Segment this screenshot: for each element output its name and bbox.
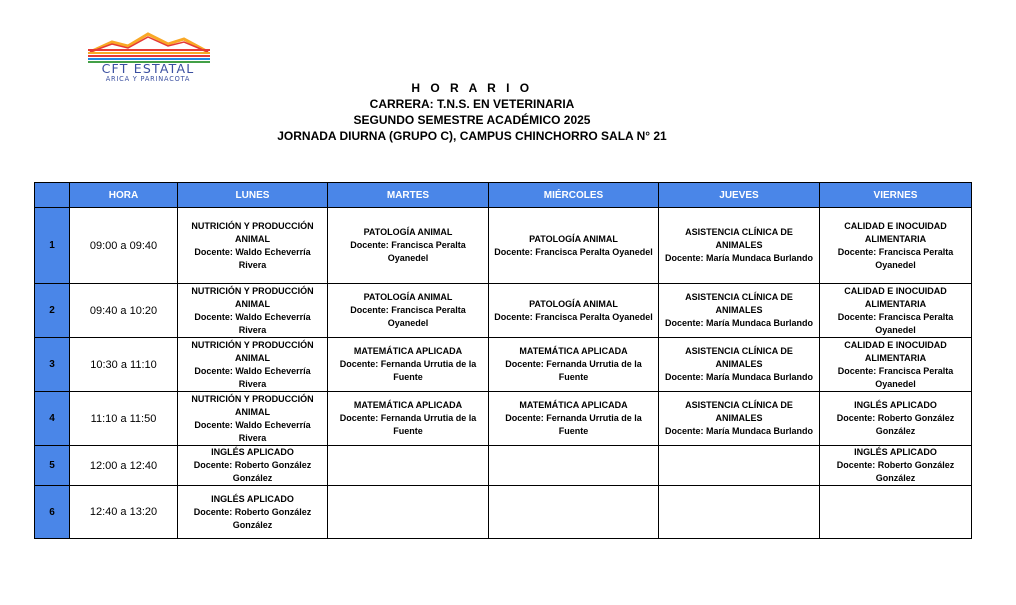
- subject-name: CALIDAD E INOCUIDAD ALIMENTARIA: [844, 339, 947, 363]
- period-number: 4: [35, 392, 70, 446]
- column-header-viernes: VIERNES: [820, 183, 972, 208]
- teacher-name: Docente: Fernanda Urrutia de la Fuente: [339, 413, 477, 436]
- teacher-name: Docente: Waldo Echeverría Rivera: [194, 419, 311, 443]
- semester-line: SEGUNDO SEMESTRE ACADÉMICO 2025: [353, 113, 591, 127]
- subject-name: PATOLOGÍA ANIMAL: [529, 233, 618, 244]
- teacher-name: Docente: Francisca Peralta Oyanedel: [837, 365, 954, 389]
- subject-name: INGLÉS APLICADO: [854, 400, 937, 410]
- schedule-cell-martes: [328, 446, 489, 486]
- teacher-name: Docente: Waldo Echeverría Rivera: [194, 246, 311, 270]
- table-row: [35, 338, 972, 392]
- subject-name: PATOLOGÍA ANIMAL: [529, 298, 618, 309]
- schedule-cell-martes: [328, 392, 489, 446]
- period-number: 6: [35, 486, 70, 539]
- schedule-cell-viernes: [820, 284, 972, 338]
- schedule-cell-lunes: [178, 338, 328, 392]
- schedule-cell-jueves: [659, 392, 820, 446]
- table-row: [35, 446, 972, 486]
- schedule-cell-miercoles: [489, 284, 659, 338]
- subject-name: MATEMÁTICA APLICADA: [353, 346, 463, 356]
- subject-name: INGLÉS APLICADO: [211, 493, 294, 504]
- table-header-row: [35, 183, 972, 208]
- schedule-cell-martes: [328, 338, 489, 392]
- schedule-cell-viernes: [820, 208, 972, 284]
- teacher-name: Docente: Waldo Echeverría Rivera: [194, 311, 311, 335]
- schedule-cell-jueves: [659, 446, 820, 486]
- schedule-cell-martes: [328, 486, 489, 539]
- teacher-name: Docente: María Mundaca Burlando: [664, 318, 814, 328]
- period-time: 10:30 a 11:10: [70, 338, 178, 392]
- teacher-name: Docente: Francisca Peralta Oyanedel: [494, 246, 653, 257]
- subject-name: INGLÉS APLICADO: [211, 447, 294, 457]
- schedule-cell-lunes: [178, 284, 328, 338]
- subject-name: ASISTENCIA CLÍNICA DE ANIMALES: [685, 292, 793, 315]
- column-header-martes: MARTES: [328, 183, 489, 208]
- subject-name: MATEMÁTICA APLICADA: [519, 346, 628, 356]
- schedule-cell-miercoles: [489, 338, 659, 392]
- teacher-name: Docente: Francisca Peralta Oyanedel: [350, 240, 466, 263]
- teacher-name: Docente: Fernanda Urrutia de la Fuente: [339, 359, 477, 382]
- teacher-name: Docente: Fernanda Urrutia de la Fuente: [505, 359, 642, 382]
- schedule-cell-jueves: [659, 486, 820, 539]
- subject-name: NUTRICIÓN Y PRODUCCIÓN ANIMAL: [191, 285, 314, 309]
- schedule-cell-viernes: [820, 338, 972, 392]
- period-number: 3: [35, 338, 70, 392]
- schedule-cell-lunes: [178, 486, 328, 539]
- period-number: 2: [35, 284, 70, 338]
- mountain-logo-icon: [84, 30, 216, 64]
- schedule-cell-miercoles: [489, 446, 659, 486]
- period-number: 1: [35, 208, 70, 284]
- schedule-cell-viernes: [820, 446, 972, 486]
- schedule-cell-miercoles: [489, 392, 659, 446]
- period-time: 09:00 a 09:40: [70, 208, 178, 284]
- subject-name: MATEMÁTICA APLICADA: [519, 400, 628, 410]
- teacher-name: Docente: Francisca Peralta Oyanedel: [837, 311, 954, 335]
- column-header-number: [35, 183, 70, 208]
- schedule-cell-jueves: [659, 208, 820, 284]
- column-header-miercoles: MIÉRCOLES: [489, 183, 659, 208]
- subject-name: PATOLOGÍA ANIMAL: [363, 292, 453, 302]
- schedule-cell-jueves: [659, 284, 820, 338]
- schedule-cell-miercoles: [489, 208, 659, 284]
- subject-name: INGLÉS APLICADO: [854, 447, 937, 457]
- period-time: 12:00 a 12:40: [70, 446, 178, 486]
- period-time: 09:40 a 10:20: [70, 284, 178, 338]
- subject-name: PATOLOGÍA ANIMAL: [363, 227, 453, 237]
- schedule-cell-martes: [328, 208, 489, 284]
- schedule-cell-martes: [328, 284, 489, 338]
- teacher-name: Docente: María Mundaca Burlando: [664, 253, 814, 263]
- schedule-cell-viernes: [820, 392, 972, 446]
- teacher-name: Docente: Roberto González González: [193, 506, 312, 530]
- teacher-name: Docente: María Mundaca Burlando: [664, 372, 814, 382]
- subject-name: MATEMÁTICA APLICADA: [353, 400, 463, 410]
- teacher-name: Docente: Francisca Peralta Oyanedel: [494, 311, 653, 322]
- schedule-cell-viernes: [820, 486, 972, 539]
- table-row: [35, 486, 972, 539]
- schedule-cell-miercoles: [489, 486, 659, 539]
- teacher-name: Docente: Waldo Echeverría Rivera: [194, 365, 311, 389]
- document-title: H O R A R I O: [411, 81, 533, 95]
- table-row: [35, 208, 972, 284]
- table-row: [35, 284, 972, 338]
- subject-name: CALIDAD E INOCUIDAD ALIMENTARIA: [844, 285, 947, 309]
- career-line: CARRERA: T.N.S. EN VETERINARIA: [369, 97, 575, 111]
- teacher-name: Docente: Francisca Peralta Oyanedel: [837, 246, 954, 270]
- subject-name: ASISTENCIA CLÍNICA DE ANIMALES: [685, 400, 793, 423]
- column-header-jueves: JUEVES: [659, 183, 820, 208]
- period-number: 5: [35, 446, 70, 486]
- document-header: [272, 80, 672, 144]
- schedule-cell-lunes: [178, 208, 328, 284]
- teacher-name: Docente: Roberto González González: [836, 413, 955, 436]
- column-header-lunes: LUNES: [178, 183, 328, 208]
- table-row: [35, 392, 972, 446]
- schedule-cell-lunes: [178, 392, 328, 446]
- logo-subtitle: ARICA Y PARINACOTA: [105, 75, 191, 83]
- subject-name: NUTRICIÓN Y PRODUCCIÓN ANIMAL: [191, 339, 314, 363]
- subject-name: NUTRICIÓN Y PRODUCCIÓN ANIMAL: [191, 393, 314, 417]
- period-time: 12:40 a 13:20: [70, 486, 178, 539]
- period-time: 11:10 a 11:50: [70, 392, 178, 446]
- teacher-name: Docente: Francisca Peralta Oyanedel: [350, 305, 466, 328]
- teacher-name: Docente: Fernanda Urrutia de la Fuente: [505, 413, 642, 436]
- subject-name: NUTRICIÓN Y PRODUCCIÓN ANIMAL: [191, 220, 314, 244]
- column-header-hora: HORA: [70, 183, 178, 208]
- schedule-cell-lunes: [178, 446, 328, 486]
- teacher-name: Docente: María Mundaca Burlando: [664, 426, 814, 436]
- subject-name: ASISTENCIA CLÍNICA DE ANIMALES: [685, 227, 793, 250]
- teacher-name: Docente: Roberto González González: [193, 460, 312, 483]
- shift-line: JORNADA DIURNA (GRUPO C), CAMPUS CHINCHORRO SALA N° 21: [277, 129, 667, 143]
- subject-name: CALIDAD E INOCUIDAD ALIMENTARIA: [844, 220, 947, 244]
- logo-name: CFT ESTATAL: [101, 61, 195, 76]
- schedule-table: [34, 182, 972, 539]
- schedule-cell-jueves: [659, 338, 820, 392]
- subject-name: ASISTENCIA CLÍNICA DE ANIMALES: [685, 346, 793, 369]
- teacher-name: Docente: Roberto González González: [836, 460, 955, 483]
- institution-logo: [84, 30, 216, 88]
